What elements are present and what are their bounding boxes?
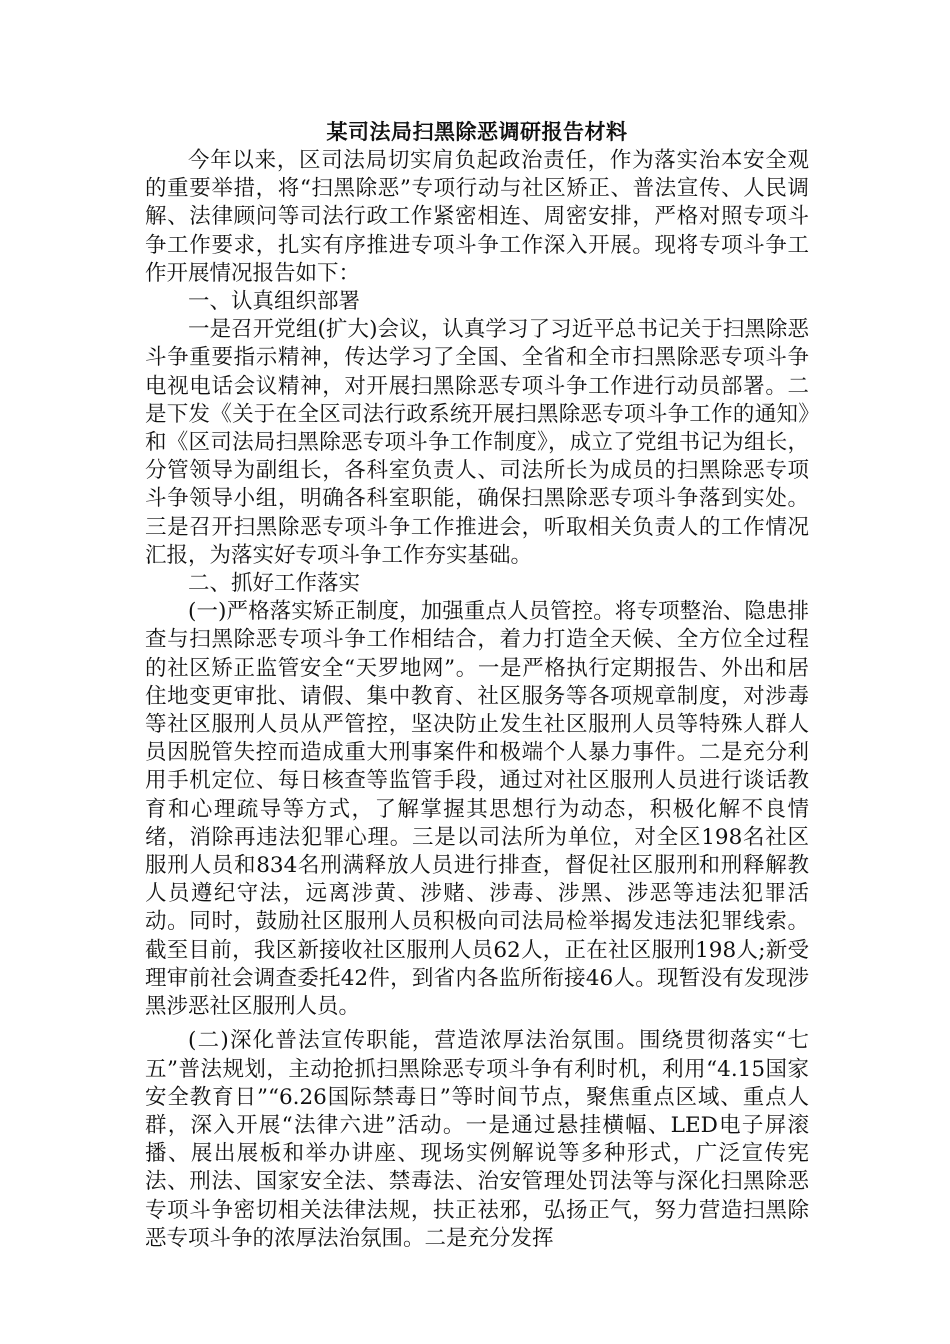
document-page [145, 118, 809, 1253]
section-1-heading: 一、认真组织部署 [188, 289, 361, 315]
document-title: 某司法局扫黑除恶调研报告材料 [326, 120, 628, 144]
section-2-part-1-paragraph: (一)严格落实矫正制度，加强重点人员管控。将专项整治、隐患排查与扫黑除恶专项斗争工作相结合，着力打造全天候、全方位全过程的社区矫正监管安全“天罗地网”。一是严格执行定期报告、外出和居住地变更审批、请假、集中教育、社区服务等各项规章制度，对涉毒等社区服刑人员从严管控，坚决防止发生社区服刑人员等特殊人群人员因脱管失控而造成重大刑事案件和极端个人暴力事件。二是充分利用手机定位、每日核查等监管手段，通过对社区服刑人员进行谈话教育和心理疏导等方式，了解掌握其思想行为动态，积极化解不良情绪，消除再违法犯罪心理。三是以司法所为单位，对全区198名社区服刑人员和834名刑满释放人员进行排查，督促社区服刑和刑释解教人员遵纪守法，远离涉黄、涉赌、涉毒、涉黑、涉恶等违法犯罪活动。同时，鼓励社区服刑人员积极向司法局检举揭发违法犯罪线索。截至目前，我区新接收社区服刑人员62人，正在社区服刑198人;新受理审前社会调查委托42件，到省内各监所衔接46人。现暂没有发现涉黑涉恶社区服刑人员。 [145, 599, 809, 1020]
section-1-paragraph: 一是召开党组(扩大)会议，认真学习了习近平总书记关于扫黑除恶斗争重要指示精神，传达学习了全国、全省和全市扫黑除恶专项斗争电视电话会议精神，对开展扫黑除恶专项斗争工作进行动员部署。二是下发《关于在全区司法行政系统开展扫黑除恶专项斗争工作的通知》和《区司法局扫黑除恶专项斗争工作制度》，成立了党组书记为组长，分管领导为副组长，各科室负责人、司法所长为成员的扫黑除恶专项斗争领导小组，明确各科室职能，确保扫黑除恶专项斗争落到实处。三是召开扫黑除恶专项斗争工作推进会，听取相关负责人的工作情况汇报，为落实好专项斗争工作夯实基础。 [145, 317, 809, 568]
intro-paragraph: 今年以来，区司法局切实肩负起政治责任，作为落实治本安全观的重要举措，将“扫黑除恶”专项行动与社区矫正、普法宣传、人民调解、法律顾问等司法行政工作紧密相连、周密安排，严格对照专项斗争工作要求，扎实有序推进专项斗争工作深入开展。现将专项斗争工作开展情况报告如下： [145, 148, 809, 286]
section-2-heading: 二、抓好工作落实 [188, 571, 361, 597]
section-2-part-2-paragraph: (二)深化普法宣传职能，营造浓厚法治氛围。围绕贯彻落实“七五”普法规划，主动抢抓扫黑除恶专项斗争有利时机，利用“4.15国家安全教育日”“6.26国际禁毒日”等时间节点，聚焦重点区域、重点人群，深入开展“法律六进”活动。一是通过悬挂横幅、LED电子屏滚播、展出展板和举办讲座、现场实例解说等多种形式，广泛宣传宪法、刑法、国家安全法、禁毒法、治安管理处罚法等与深化扫黑除恶专项斗争密切相关法律法规，扶正祛邪，弘扬正气，努力营造扫黑除恶专项斗争的浓厚法治氛围。二是充分发挥 [145, 1028, 809, 1251]
